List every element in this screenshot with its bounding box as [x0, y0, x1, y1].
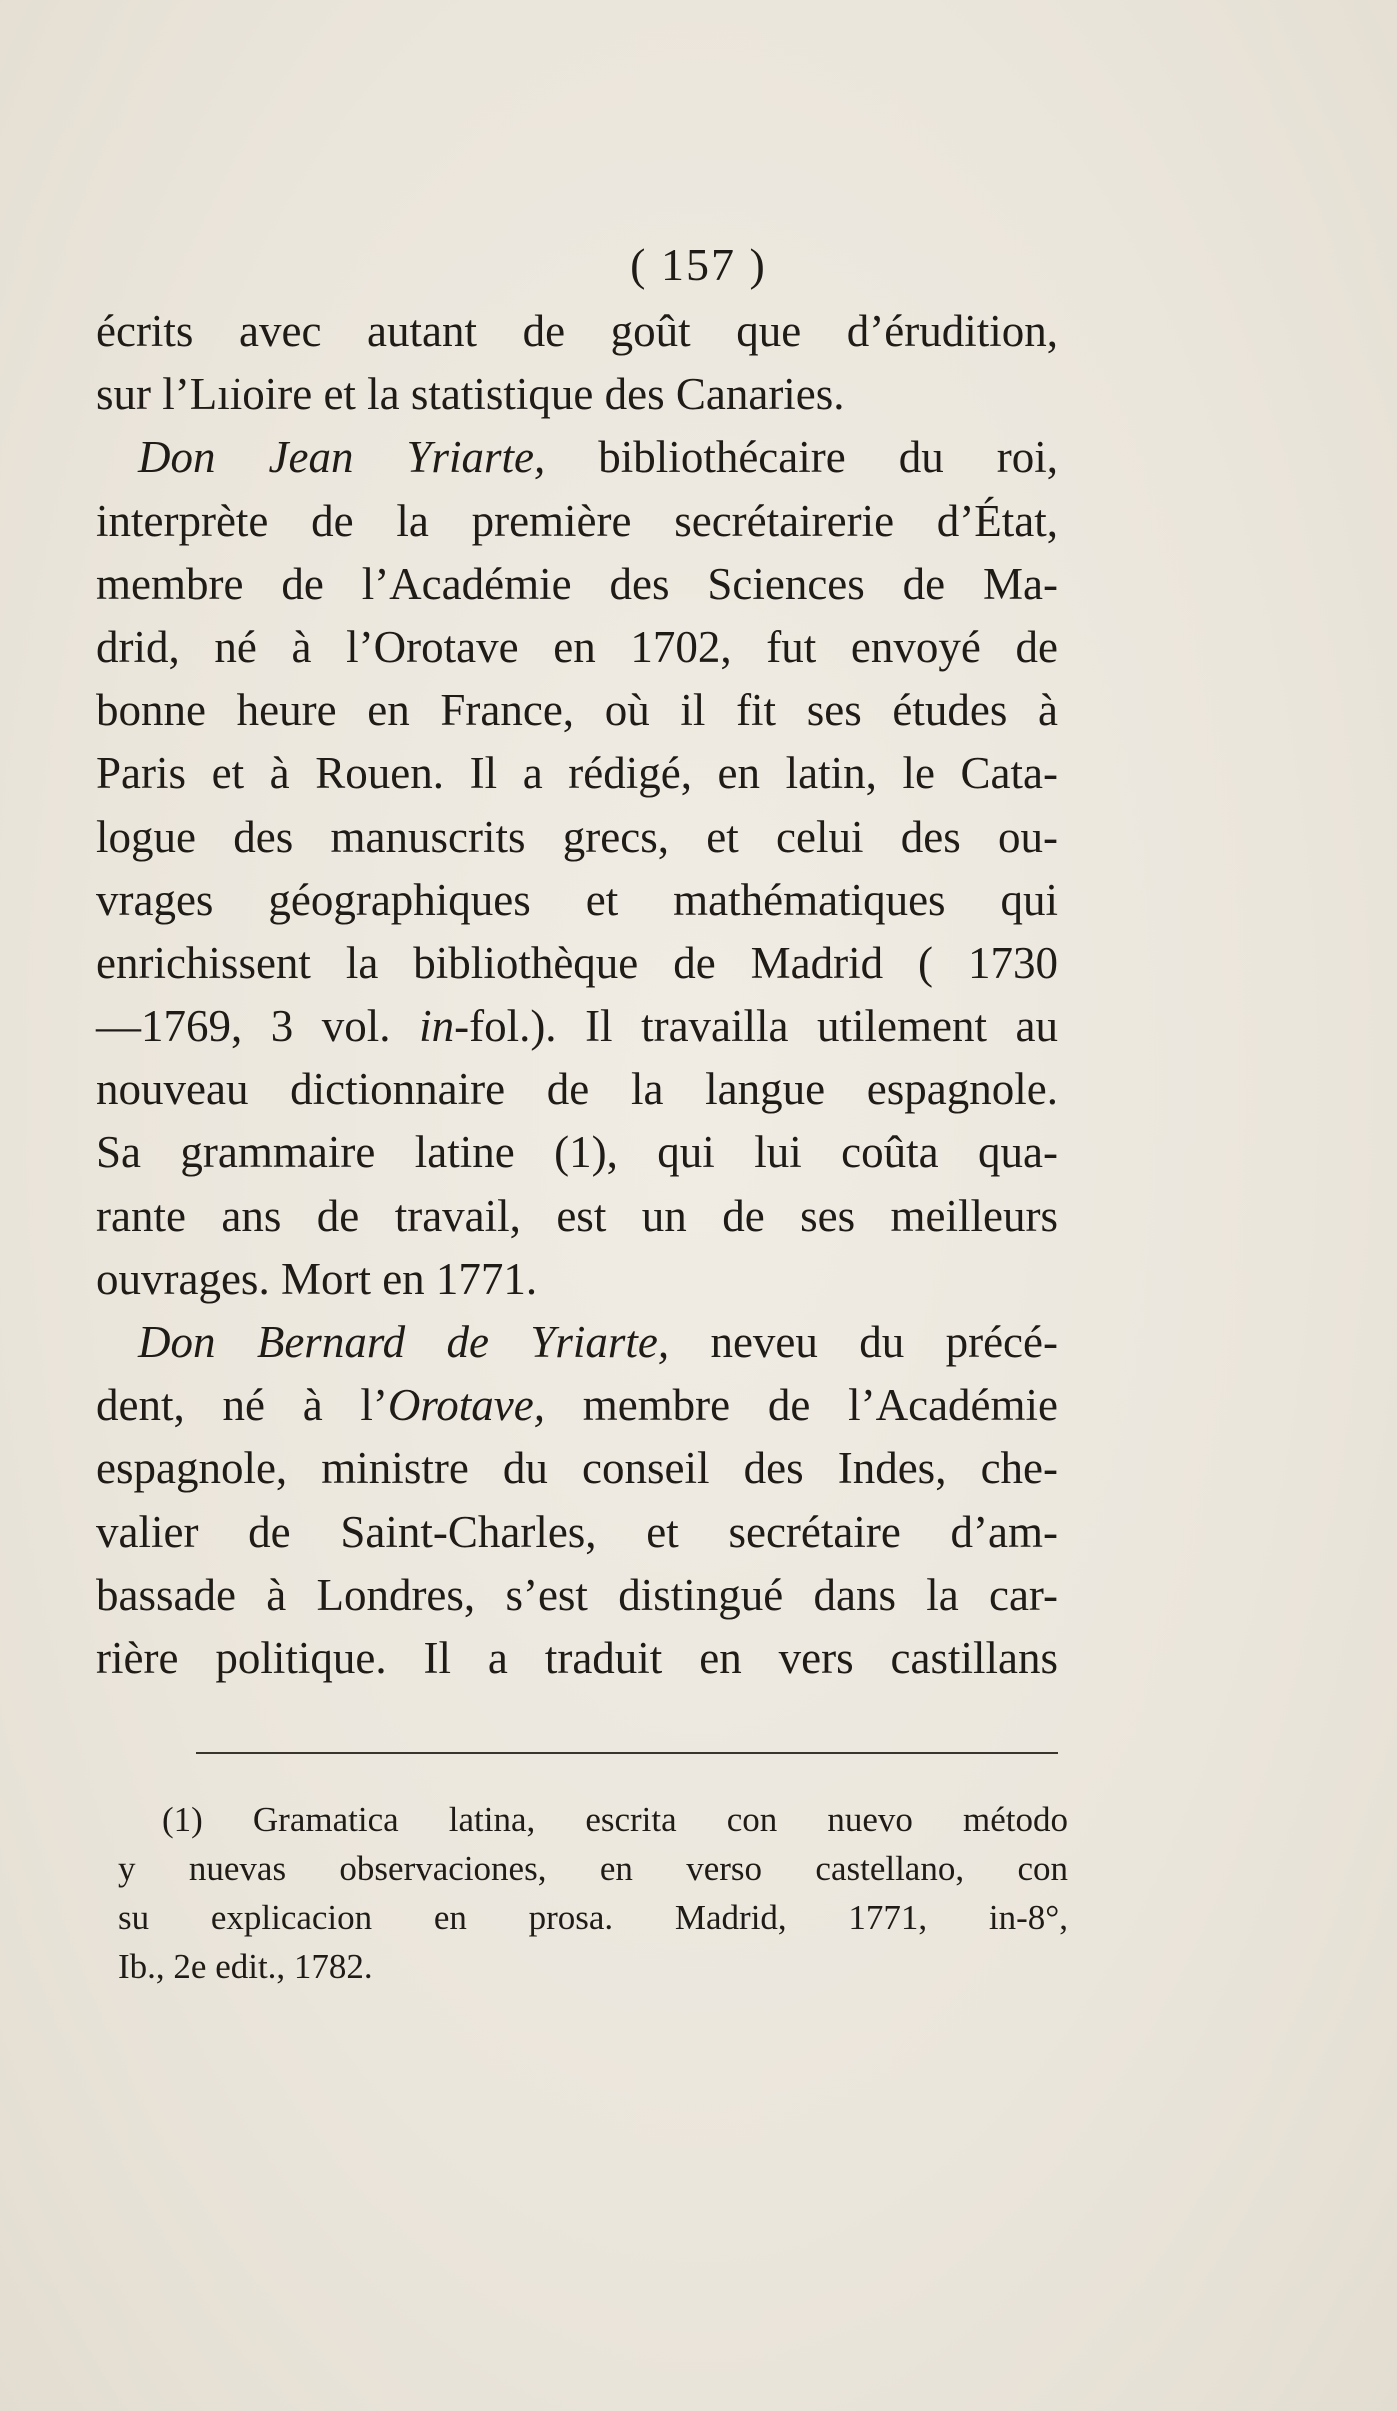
footnote-text-segment: Ib., 2e edit., 1782.: [118, 1947, 373, 1986]
body-text-segment: bonne heure en France, où il fit ses études à: [96, 685, 1058, 736]
body-line: [96, 300, 1058, 363]
footnote-line: [118, 1795, 1068, 1844]
body-text-segment: neveu du précé-: [669, 1317, 1058, 1367]
body-line: [96, 1437, 1058, 1500]
body-line: [96, 869, 1058, 932]
body-line: [96, 1627, 1058, 1690]
body-line: [96, 1248, 1058, 1311]
body-line: [96, 742, 1058, 805]
footnote-text-segment: (1) Gramatica latina, escrita con nuevo método: [162, 1800, 1068, 1839]
body-line: [96, 616, 1058, 679]
body-line: [96, 932, 1058, 995]
body-text-segment: bassade à Londres, s’est distingué dans la car-: [96, 1569, 1058, 1620]
body-text-segment: Don Jean Yriarte,: [138, 432, 546, 483]
body-text-segment: ouvrages. Mort en 1771.: [96, 1253, 538, 1304]
body-text-segment: Sa grammaire latine (1), qui lui coûta qua-: [96, 1127, 1058, 1178]
body-text-segment: membre de l’Académie: [544, 1380, 1058, 1431]
body-line: [96, 1058, 1058, 1121]
body-text-segment: vrages géographiques et mathématiques qui: [96, 874, 1058, 925]
body-text-segment: bibliothécaire du roi,: [545, 432, 1058, 483]
body-line: [96, 490, 1058, 553]
body-line: [96, 1311, 1058, 1374]
body-text-segment: Paris et à Rouen. Il a rédigé, en latin, le Cata-: [96, 748, 1058, 799]
body-text-segment: -fol.). Il travailla utilement au: [454, 1001, 1058, 1052]
body-text-segment: sur l’Lı͘ıoire et la statistique des Canaries.: [96, 369, 845, 420]
body-line: [96, 1185, 1058, 1248]
footnote-text-segment: y nuevas observaciones, en verso castellano, con: [118, 1849, 1068, 1888]
body-text: [96, 300, 1058, 1690]
body-line: [96, 1564, 1058, 1627]
body-text-segment: logue des manuscrits grecs, et celui des ou-: [96, 811, 1058, 862]
body-line: [96, 1121, 1058, 1184]
footnote-line: [118, 1942, 1068, 1991]
footnote-line: [118, 1893, 1068, 1942]
body-line: [96, 806, 1058, 869]
body-text-segment: Orotave,: [387, 1380, 545, 1431]
body-line: [96, 1374, 1058, 1437]
body-text-segment: écrits avec autant de goût que d’érudition,: [96, 306, 1058, 356]
body-line: [96, 1501, 1058, 1564]
body-line: [96, 363, 1058, 426]
footnote-rule: [196, 1752, 1058, 1754]
body-text-segment: rière politique. Il a traduit en vers castillans: [96, 1632, 1058, 1683]
body-text-segment: interprète de la première secrétairerie d’État,: [96, 495, 1058, 546]
body-text-segment: in: [419, 1001, 455, 1052]
body-text-segment: drid, né à l’Orotave en 1702, fut envoyé de: [96, 621, 1058, 672]
body-text-segment: espagnole, ministre du conseil des Indes, che-: [96, 1443, 1058, 1494]
body-line: [96, 553, 1058, 616]
footnote-line: [118, 1844, 1068, 1893]
body-line: [96, 995, 1058, 1058]
body-text-segment: dent, né à l’: [96, 1380, 388, 1431]
body-text-segment: nouveau dictionnaire de la langue espagnole.: [96, 1064, 1058, 1115]
body-text-segment: valier de Saint-Charles, et secrétaire d’am-: [96, 1506, 1058, 1557]
page-number: ( 157 ): [630, 239, 767, 290]
body-line: [96, 426, 1058, 489]
body-text-segment: rante ans de travail, est un de ses meilleurs: [96, 1190, 1058, 1241]
footnote-text-segment: su explicacion en prosa. Madrid, 1771, in-8°,: [118, 1898, 1068, 1937]
body-text-segment: —1769, 3 vol.: [96, 1001, 420, 1052]
body-text-segment: membre de l’Académie des Sciences de Ma-: [96, 558, 1058, 609]
footnote: [118, 1795, 1068, 1991]
body-text-segment: enrichissent la bibliothèque de Madrid ( 1730: [96, 937, 1058, 988]
body-text-segment: Don Bernard de Yriarte,: [138, 1317, 670, 1367]
body-line: [96, 679, 1058, 742]
